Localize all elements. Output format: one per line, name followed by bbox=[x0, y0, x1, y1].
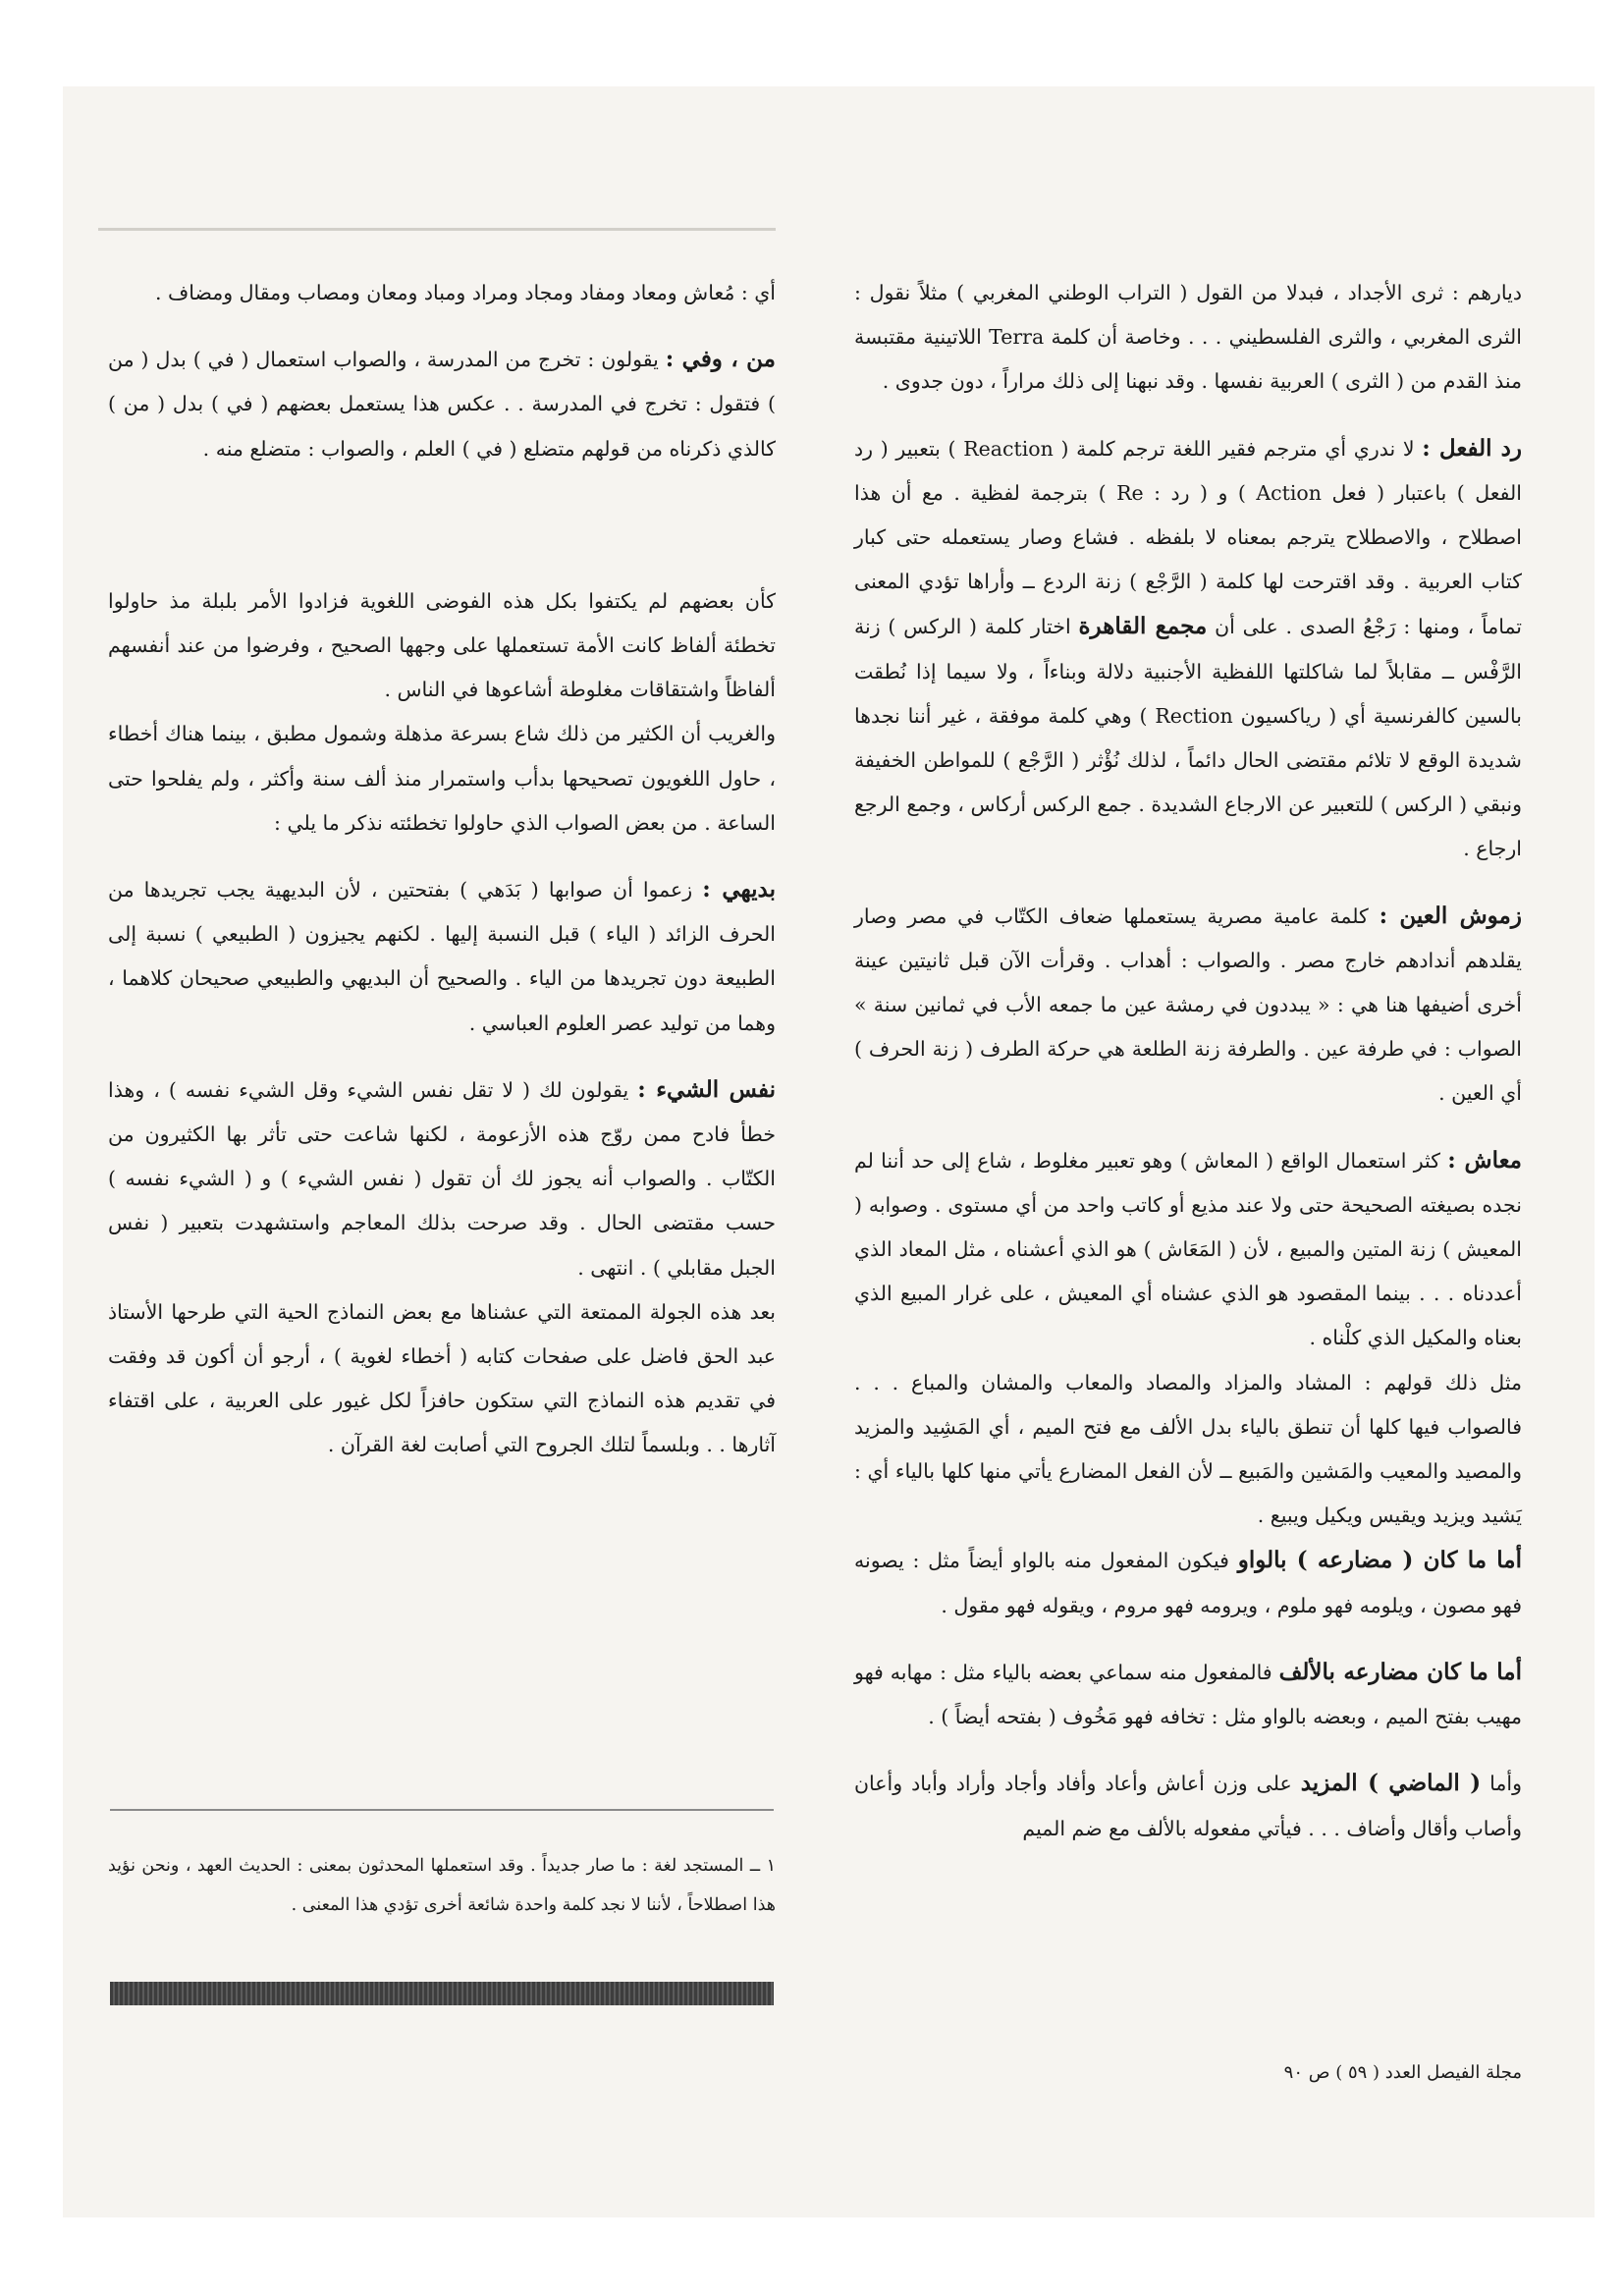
entry-body: يقولون : تخرج من المدرسة ، والصواب استعمال ( في ) بدل ( من ) فتقول : تخرج في المدرسة . . عكس هذا يستعمل بعضهم ( في ) بدل ( من ) كالذي ذكرناه من قولهم متضلع ( في ) العلم ، والصواب : متضلع منه . bbox=[108, 348, 776, 461]
entry-body: فيكون المفعول منه بالواو أيضاً مثل : يصونه فهو مصون ، ويلومه فهو ملوم ، ويرومه فهو مروم ، ويقوله فهو مقول . bbox=[854, 1549, 1522, 1617]
decorative-bar bbox=[110, 1982, 774, 2005]
entry-min-fi bbox=[108, 337, 776, 471]
paragraph: بعد هذه الجولة الممتعة التي عشناها مع بعض النماذج الحية التي طرحها الأستاذ عبد الحق فاضل على صفحات كتابه ( أخطاء لغوية ) ، أرجو أن أكون قد وفقت في تقديم هذه النماذج التي ستكون حافزاً لكل غيور على العربية ، على اقتفاء آثارها . . وبلسماً لتلك الجروح التي أصابت لغة القرآن . bbox=[108, 1299, 776, 1457]
entry-term: من ، وفي : bbox=[665, 346, 777, 373]
entry-alif bbox=[854, 1650, 1522, 1739]
entry-term: معاش : bbox=[1447, 1146, 1522, 1174]
entry-body: لا ندري أي مترجم فقير اللغة ترجم كلمة ( Reaction ) بتعبير ( رد الفعل ) باعتبار ( فعل Action ) و ( رد : Re ) بترجمة لفظية . مع أن هذا اصطلاح ، والاصطلاح يترجم بمعناه لا بلفظه . فشاع وصار يستعمله حتى كبار كتاب العربية . وقد اقترحت لها كلمة ( الرَّجْع ) زنة الردع ــ وأراها تؤدي المعنى تماماً ، ومنها : رَجْعُ الصدى . على أن bbox=[854, 436, 1523, 639]
entry-prefix: وأما bbox=[1481, 1772, 1522, 1796]
entry-body: على وزن أعاش وأعاد وأفاد وأجاد وأراد وأباد وأعان وأصاب وأقال وأضاف . . . فيأتي مفعوله بالألف مع ضم الميم bbox=[854, 1772, 1522, 1840]
paragraph: والغريب أن الكثير من ذلك شاع بسرعة مذهلة وشمول مطبق ، بينما هناك أخطاء ، حاول اللغويون تصحيحها بدأب واستمرار منذ ألف سنة وأكثر ، ولم يفلحوا حتى الساعة . من بعض الصواب الذي حاولوا تخطئته نذكر ما يلي : bbox=[108, 722, 776, 835]
entry-term: رد الفعل : bbox=[1422, 434, 1522, 462]
entry-body: فالمفعول منه سماعي بعضه بالياء مثل : مهابه فهو مهيب بفتح الميم ، وبعضه بالواو مثل : تخافه فهو مَخُوف ( بفتحه أيضاً ) . bbox=[854, 1660, 1522, 1729]
paragraph: مثل ذلك قولهم : المشاد والمزاد والمصاد والمعاب والمشان والمباع . . . فالصواب فيها كلها أن تنطق بالياء بدل الألف مع فتح الميم ، أي المَشِيد والمزيد والمصيد والمعيب والمَشين والمَبيع ــ لأن الفعل المضارع يأتي منها كلها بالياء أي : يَشيد ويزيد ويقيس ويكيل ويبيع . bbox=[854, 1370, 1522, 1528]
entry-past-augmented bbox=[854, 1761, 1522, 1850]
entry-waw bbox=[854, 1538, 1522, 1627]
paragraph: كأن بعضهم لم يكتفوا بكل هذه الفوضى اللغوية فزادوا الأمر بلبلة مذ حاولوا تخطئة ألفاظ كانت الأمة تستعملها على وجهها الصحيح ، وفرضوا من عند أنفسهم ألفاظاً واشتقاقات مغلوطة أشاعوها في الناس . bbox=[108, 588, 776, 702]
entry-nafs bbox=[108, 1067, 776, 1290]
entry-body: اختار كلمة ( الركس ) زنة الرَّفْس ــ مقابلاً لما شاكلتها اللفظية الأجنبية دلالة وبناءاً ، ولا سيما إذا نُطقت بالسين كالفرنسية أي ( رياكسيون Rection ) وهي كلمة موفقة ، غير أننا نجدها شديدة الوقع لا تلائم مقتضى الحال دائماً ، لذلك نُؤْثر ( الرَّجْع ) للمواطن الخفيفة ونبقي ( الركس ) للتعبير عن الارجاع الشديدة . جمع الركس أركاس ، وجمع الرجع ارجاع . bbox=[854, 615, 1523, 861]
entry-body: يقولون لك ( لا تقل نفس الشيء وقل الشيء نفسه ) ، وهذا خطأ فادح ممن روّج هذه الأزعومة ، لكنها شاعت حتى تأثر بها الكثيرون من الكتّاب . والصواب أنه يجوز لك أن تقول ( نفس الشيء ) و ( الشيء نفسه ) حسب مقتضى الحال . وقد صرحت بذلك المعاجم واستشهدت بتعبير ( نفس الجبل مقابلي ) . انتهى . bbox=[108, 1077, 776, 1280]
entry-body: كثر استعمال الواقع ( المعاش ) وهو تعبير مغلوط ، شاع إلى حد أننا لم نجده بصيغته الصحيحة حتى ولا عند مذيع أو كاتب واحد من أي مستوى . وصوابه ( المعيش ) زنة المتين والمبيع ، لأن ( المَعَاش ) هو الذي أعشناه ، مثل المعاد الذي أعددناه . . . بينما المقصود هو الذي عشناه أي المعيش ، على غرار المبيع الذي بعناه والمكيل الذي كلْناه . bbox=[854, 1148, 1522, 1350]
entry-body: كلمة عامية مصرية يستعملها ضعاف الكتّاب في مصر وصار يقلدهم أندادهم خارج مصر . والصواب : أهداب . وقرأت الآن قبل ثانيتين عينة أخرى أضيفها هنا هي : « يبددون في رمشة عين ما جمعه الأب في ثمانين سنة » الصواب : في طرفة عين . والطرفة زنة الطلعة هي حركة الطرف ( زنة الحرف ) أي العين . bbox=[854, 903, 1522, 1106]
entry-body: زعموا أن صوابها ( بَدَهي ) بفتحتين ، لأن البديهية يجب تجريدها من الحرف الزائد ( الياء ) قبل النسبة إليها . لكنهم يجيزون ( الطبيعي ) نسبة إلى الطبيعة دون تجريدها من الياء . والصحيح أن البديهي والطبيعي صحيحان كلاهما ، وهما من توليد عصر العلوم العباسي . bbox=[108, 878, 776, 1035]
entry-maash bbox=[854, 1138, 1522, 1361]
entry-zumush bbox=[854, 894, 1522, 1117]
entry-term: زموش العين : bbox=[1379, 902, 1522, 929]
entry-term: بديهي : bbox=[702, 876, 776, 903]
page-reference: مجلة الفيصل العدد ( ٥٩ ) ص ٩٠ bbox=[1283, 2062, 1522, 2083]
entry-term: نفس الشيء : bbox=[637, 1075, 776, 1103]
entry-term: أما ما كان مضارعه بالألف bbox=[1278, 1658, 1523, 1685]
right-column bbox=[854, 271, 1522, 1851]
paragraph: أي : مُعاش ومعاد ومفاد ومجاد ومراد ومباد ومعان ومصاب ومقال ومضاف . bbox=[154, 281, 776, 304]
left-column bbox=[108, 271, 776, 1468]
footnote-divider bbox=[110, 1809, 774, 1811]
entry-reaction bbox=[854, 426, 1522, 872]
paragraph: ديارهم : ثرى الأجداد ، فبدلا من القول ( التراب الوطني المغربي ) مثلاً نقول : الثرى المغربي ، والثرى الفلسطيني . . . وخاصة أن كلمة Terra اللاتينية مقتبسة منذ القدم من ( الثرى ) العربية نفسها . وقد نبهنا إلى ذلك مراراً ، دون جدوى . bbox=[854, 281, 1522, 394]
entry-term: أما ما كان ( مضارعه ) بالواو bbox=[1237, 1547, 1522, 1574]
top-divider bbox=[98, 228, 776, 231]
entry-term: ( الماضي ) المزيد bbox=[1300, 1770, 1482, 1797]
entry-badihi bbox=[108, 867, 776, 1046]
inline-term: مجمع القاهرة bbox=[1078, 613, 1208, 640]
footnote: ١ ــ المستجد لغة : ما صار جديداً . وقد استعملها المحدثون بمعنى : الحديث العهد ، ونحن نؤيد هذا اصطلاحاً ، لأننا لا نجد كلمة واحدة شائعة أخرى تؤدي هذا المعنى . bbox=[108, 1856, 776, 1915]
